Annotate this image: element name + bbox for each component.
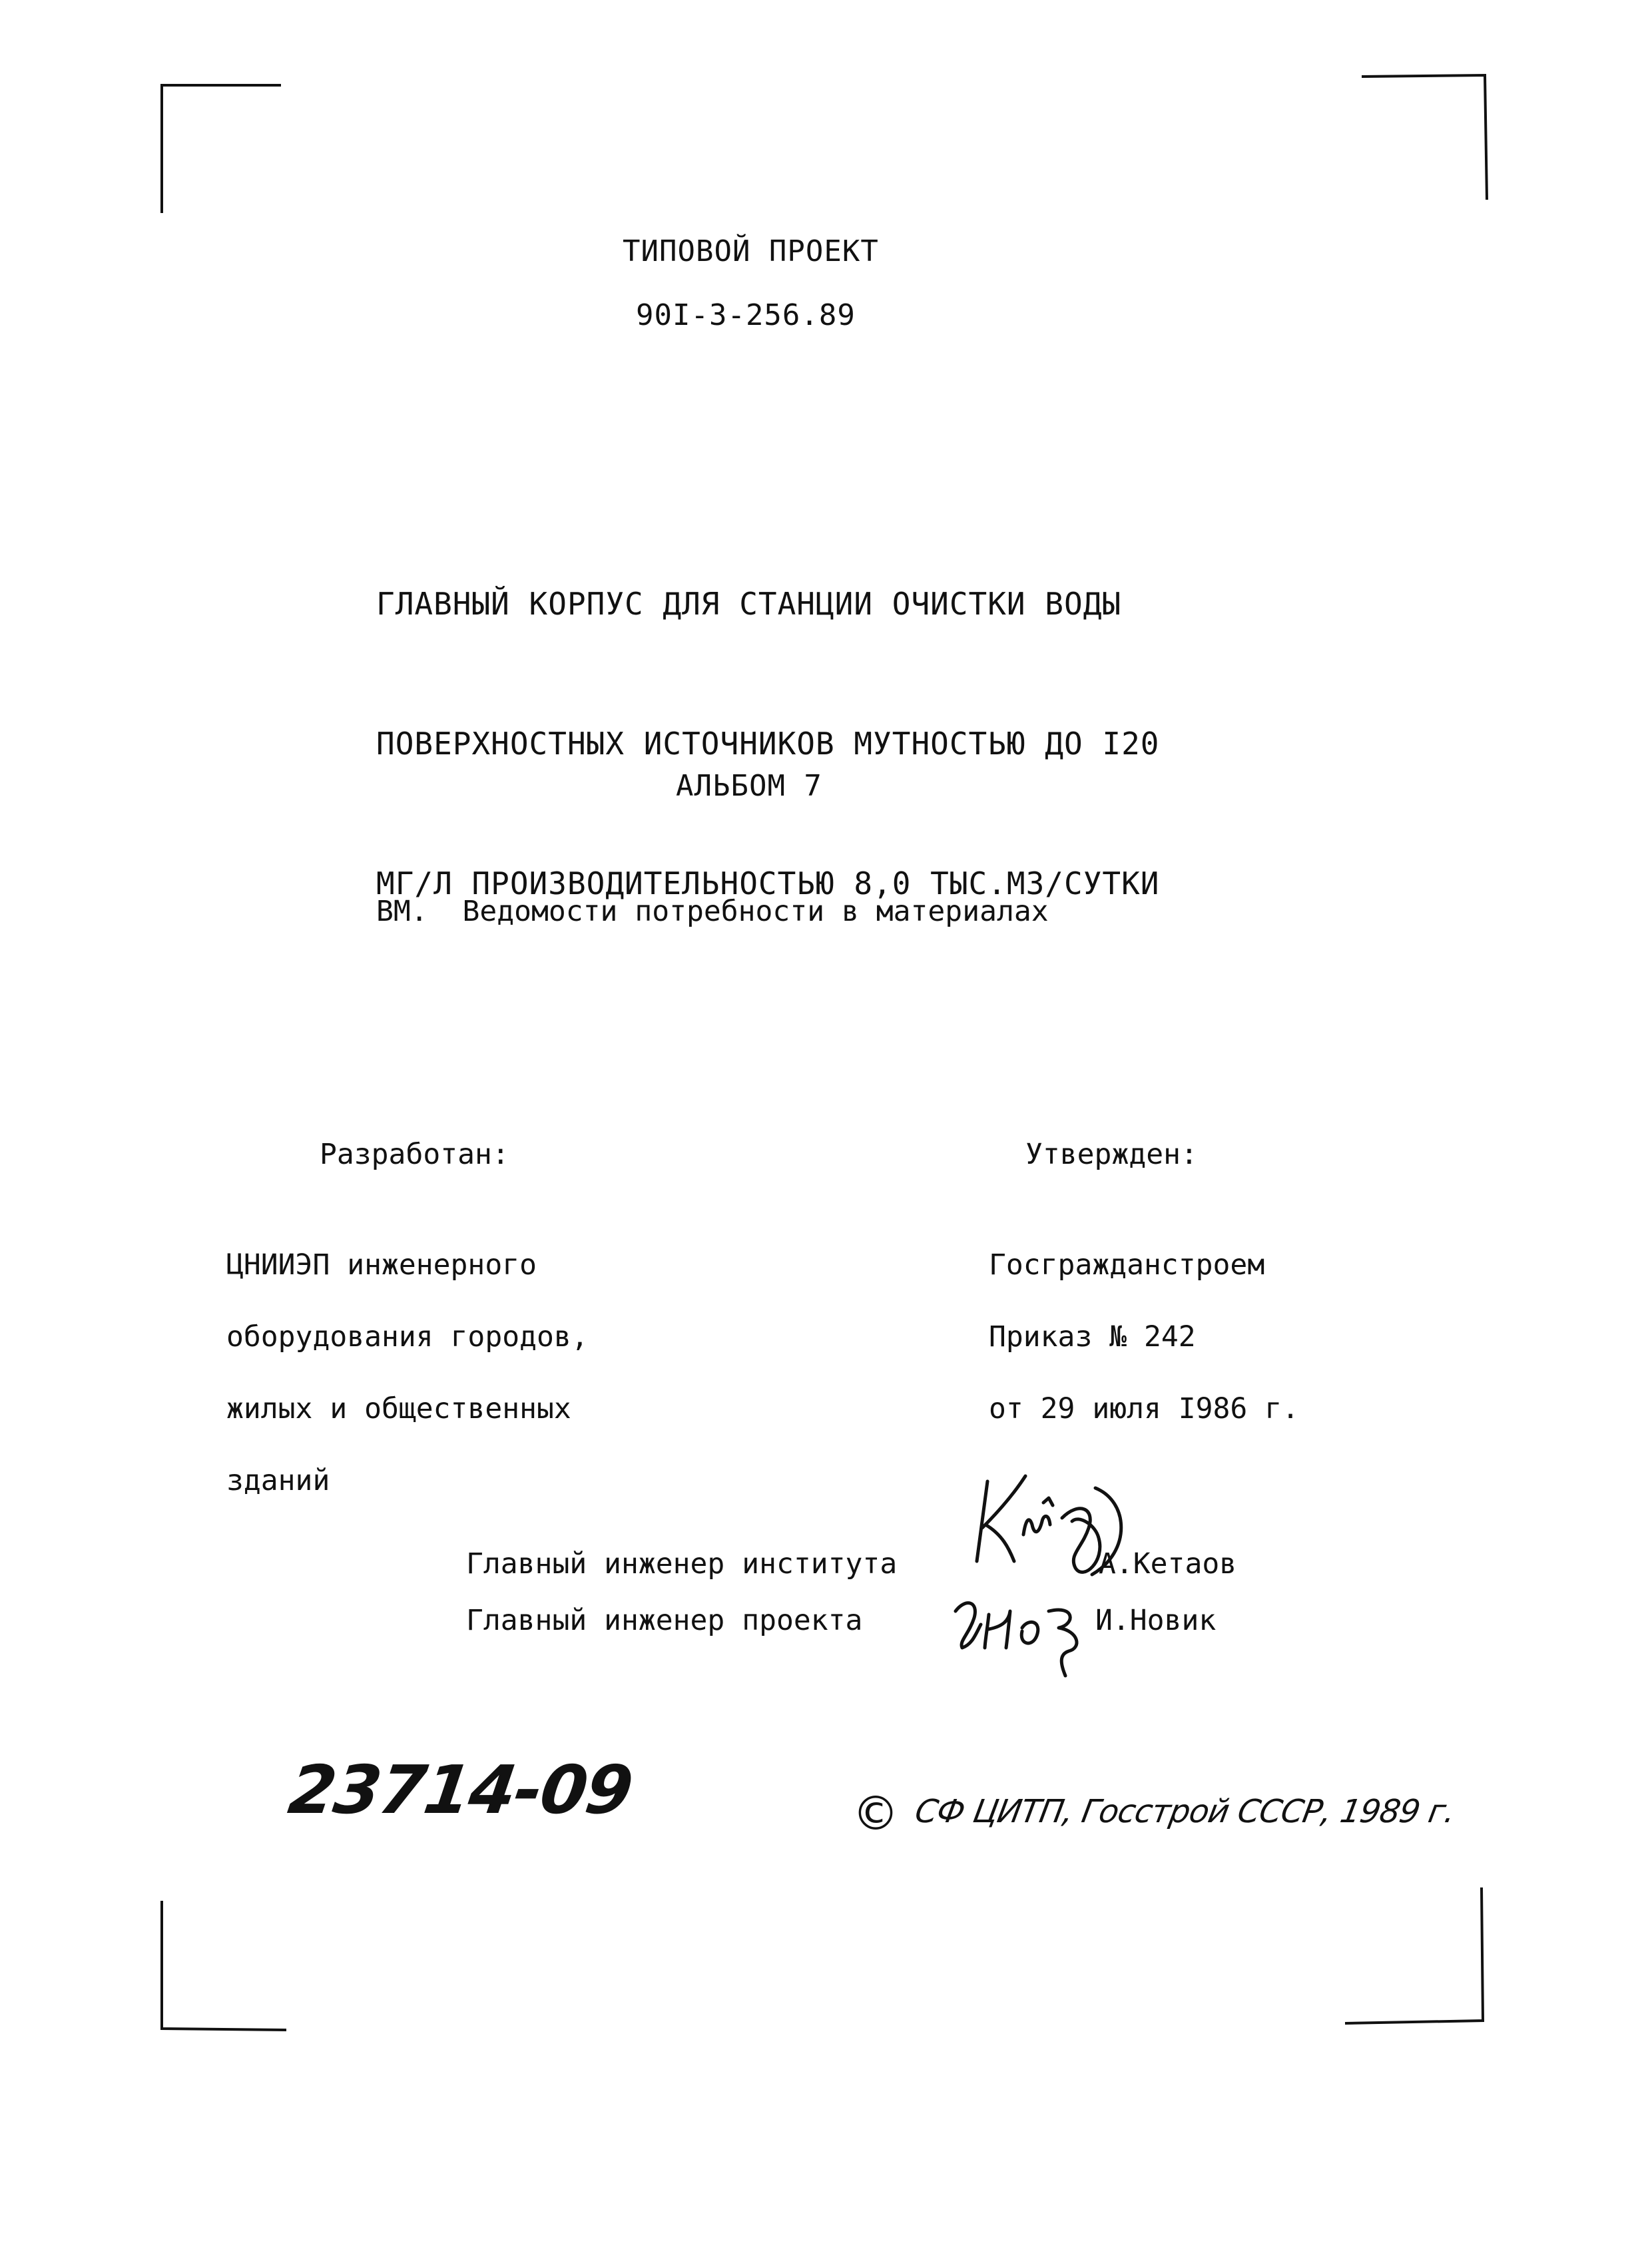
developed-line-1: ЦНИИЭП инженерного bbox=[226, 1248, 537, 1282]
signature-role-project: Главный инженер проекта bbox=[466, 1604, 863, 1637]
approved-line-3: от 29 июля I986 г. bbox=[989, 1392, 1299, 1425]
album-label: АЛЬБОМ 7 bbox=[676, 769, 822, 803]
copyright-mark: © bbox=[852, 1786, 899, 1841]
corner-mark-bottom-right bbox=[1342, 1887, 1495, 2034]
signature-project-chief bbox=[949, 1588, 1102, 1681]
project-type: ТИПОВОЙ ПРОЕКТ bbox=[623, 234, 879, 268]
signer-name-institute: А.Кетаов bbox=[1099, 1547, 1237, 1581]
title-line-2: ПОВЕРХНОСТНЫХ ИСТОЧНИКОВ МУТНОСТЬЮ ДО I20 bbox=[376, 726, 1160, 762]
developed-organization bbox=[226, 1205, 589, 1517]
signature-role-institute: Главный инженер института bbox=[466, 1547, 898, 1581]
document-title bbox=[376, 487, 1159, 953]
approved-line-1: Госгражданстроем bbox=[989, 1248, 1265, 1282]
signer-name-project: И.Новик bbox=[1095, 1604, 1217, 1637]
corner-mark-top-left bbox=[160, 83, 293, 216]
corner-mark-bottom-left bbox=[160, 1901, 293, 2041]
developed-heading: Разработан: bbox=[320, 1138, 509, 1171]
developed-line-2: оборудования городов, bbox=[226, 1320, 589, 1354]
approved-organization bbox=[989, 1205, 1299, 1445]
project-number: 90I-3-256.89 bbox=[636, 298, 856, 332]
inventory-number: 23714-09 bbox=[284, 1751, 637, 1829]
approved-line-2: Приказ № 242 bbox=[989, 1320, 1196, 1354]
title-line-1: ГЛАВНЫЙ КОРПУС ДЛЯ СТАНЦИИ ОЧИСТКИ ВОДЫ bbox=[376, 586, 1122, 622]
developed-line-4: зданий bbox=[226, 1464, 330, 1497]
album-subtitle: ВМ. Ведомости потребности в материалах bbox=[376, 895, 1049, 928]
copyright-text: СФ ЦИТП, Госстрой СССР, 1989 г. bbox=[912, 1793, 1458, 1830]
developed-line-3: жилых и общественных bbox=[226, 1392, 571, 1425]
title-line-3: МГ/Л ПРОИЗВОДИТЕЛЬНОСТЬЮ 8,0 ТЫС.М3/СУТКИ bbox=[376, 866, 1160, 901]
corner-mark-top-right bbox=[1362, 73, 1495, 206]
approved-heading: Утвержден: bbox=[1025, 1138, 1198, 1171]
